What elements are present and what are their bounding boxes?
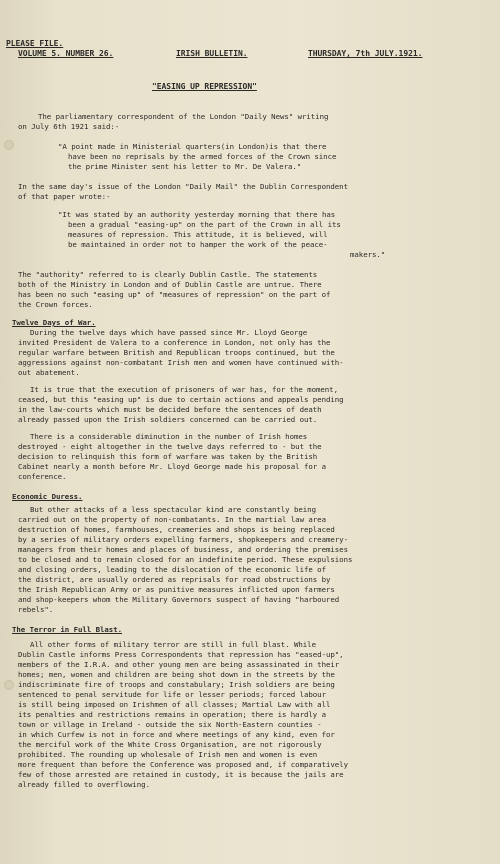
- text-line: and shop-keepers whom the Military Governors suspect of having "harboured: [18, 595, 340, 604]
- bulletin-date: THURSDAY, 7th JULY.1921.: [308, 49, 423, 58]
- bulletin-title: IRISH BULLETIN.: [176, 49, 248, 58]
- text-line: the merciful work of the White Cross Organisation, are not rigorously: [18, 740, 322, 749]
- text-line: ceased, but this "easing up" is due to certain actions and appeals pending: [18, 395, 344, 404]
- text-line: few of those arrested are retained in custody, it is because the jails are: [18, 770, 344, 779]
- text-line: All other forms of military terror are still in full blast. While: [30, 640, 316, 649]
- text-line: indiscriminate fire of troops and constabulary; Irish soldiers are being: [18, 680, 335, 689]
- text-line: The "authority" referred to is clearly Dublin Castle. The statements: [18, 270, 318, 279]
- text-line: homes; men, women and children are being shot down in the streets by the: [18, 670, 335, 679]
- text-line: the prime Minister sent his letter to Mr. De Valera.": [68, 162, 302, 171]
- text-line: of that paper wrote:-: [18, 192, 111, 201]
- text-line: more frequent than before the Conference was proposed and, if comparatively: [18, 760, 348, 769]
- please-file-label: PLEASE FILE.: [6, 39, 64, 48]
- text-line: In the same day's issue of the London "Daily Mail" the Dublin Correspondent: [18, 182, 348, 191]
- text-line: the Irish Republican Army or as punitive measures inflicted upon farmers: [18, 585, 335, 594]
- text-line: is still being imposed on Irishmen of all classes; Martial Law with all: [18, 700, 331, 709]
- text-line: in the law-courts which must be decided before the sentences of death: [18, 405, 322, 414]
- text-line: been a gradual "easing-up" on the part of the Crown in all its: [68, 220, 341, 229]
- section-heading-twelve-days: Twelve Days of War.: [12, 318, 96, 327]
- text-line: both of the Ministry in London and of Dublin Castle are untrue. There: [18, 280, 322, 289]
- text-line: carried out on the property of non-combatants. In the martial law area: [18, 515, 326, 524]
- text-line: Dublin Castle informs Press Correspondents that repression has "eased-up",: [18, 650, 344, 659]
- text-line: During the twelve days which have passed since Mr. Lloyd George: [30, 328, 308, 337]
- text-line: the district, are usually ordered as reprisals for road obstructions by: [18, 575, 331, 584]
- punch-hole: [4, 140, 14, 150]
- text-line: "A point made in Ministerial quarters(in London)is that there: [58, 142, 327, 151]
- text-line: by a series of military orders expelling farmers, shopkeepers and creamery-: [18, 535, 348, 544]
- section-heading-terror-full-blast: The Terror in Full Blast.: [12, 625, 122, 634]
- text-line: rebels".: [18, 605, 54, 614]
- text-line: The parliamentary correspondent of the London "Daily News" writing: [38, 112, 329, 121]
- volume-number: VOLUME 5. NUMBER 26.: [18, 49, 114, 58]
- text-line: prohibited. The rounding up wholesale of Irish men and women is even: [18, 750, 318, 759]
- text-line: regular warfare between British and Republican troops continued, but the: [18, 348, 335, 357]
- text-line: conference.: [18, 472, 67, 481]
- text-line: invited President de Valera to a conference in London, not only has the: [18, 338, 331, 347]
- text-line: already passed upon the Irish soldiers concerned can be carried out.: [18, 415, 318, 424]
- text-line: makers.": [350, 250, 386, 259]
- text-line: have been no reprisals by the armed forces of the Crown since: [68, 152, 337, 161]
- text-line: out abatement.: [18, 368, 80, 377]
- text-line: the Crown forces.: [18, 300, 93, 309]
- text-line: sentenced to penal servitude for life or lesser periods; forced labour: [18, 690, 326, 699]
- text-line: But other attacks of a less spectacular kind are constantly being: [30, 505, 316, 514]
- text-line: Cabinet nearly a month before Mr. Lloyd George made his proposal for a: [18, 462, 326, 471]
- text-line: on July 6th 1921 said:-: [18, 122, 120, 131]
- text-line: "It was stated by an authority yesterday morning that there has: [58, 210, 336, 219]
- text-line: in which Curfew is not in force and where meetings of any kind, even for: [18, 730, 335, 739]
- text-line: members of the I.R.A. and other young men are being assassinated in their: [18, 660, 340, 669]
- text-line: measures of repression. This attitude, it is believed, will: [68, 230, 328, 239]
- text-line: destruction of homes, farmhouses, creameries and shops is being replaced: [18, 525, 335, 534]
- text-line: town or village in Ireland - outside the six North-Eastern counties -: [18, 720, 322, 729]
- text-line: its penalties and restrictions remains in operation; there is hardly a: [18, 710, 326, 719]
- section-heading-economic-duress: Economic Duress.: [12, 492, 83, 501]
- text-line: to be closed and to remain closed for an indefinite period. These expulsions: [18, 555, 353, 564]
- text-line: It is true that the execution of prisoners of war has, for the moment,: [30, 385, 338, 394]
- text-line: and closing orders, leading to the dislocation of the economic life of: [18, 565, 326, 574]
- text-line: decision to relinquish this form of warfare was taken by the British: [18, 452, 318, 461]
- text-line: has been no such "easing up" of "measures of repression" on the part of: [18, 290, 331, 299]
- article-heading: "EASING UP REPRESSION": [152, 82, 257, 91]
- text-line: be maintained in order not to hamper the work of the peace-: [68, 240, 328, 249]
- text-line: aggressions against non-combatant Irish men and women have continued with-: [18, 358, 344, 367]
- text-line: There is a considerable diminution in the number of Irish homes: [30, 432, 308, 441]
- text-line: destroyed - eight altogether in the twelve days referred to - but the: [18, 442, 322, 451]
- text-line: managers from their homes and places of business, and ordering the premises: [18, 545, 348, 554]
- text-line: already filled to overflowing.: [18, 780, 150, 789]
- punch-hole: [4, 680, 14, 690]
